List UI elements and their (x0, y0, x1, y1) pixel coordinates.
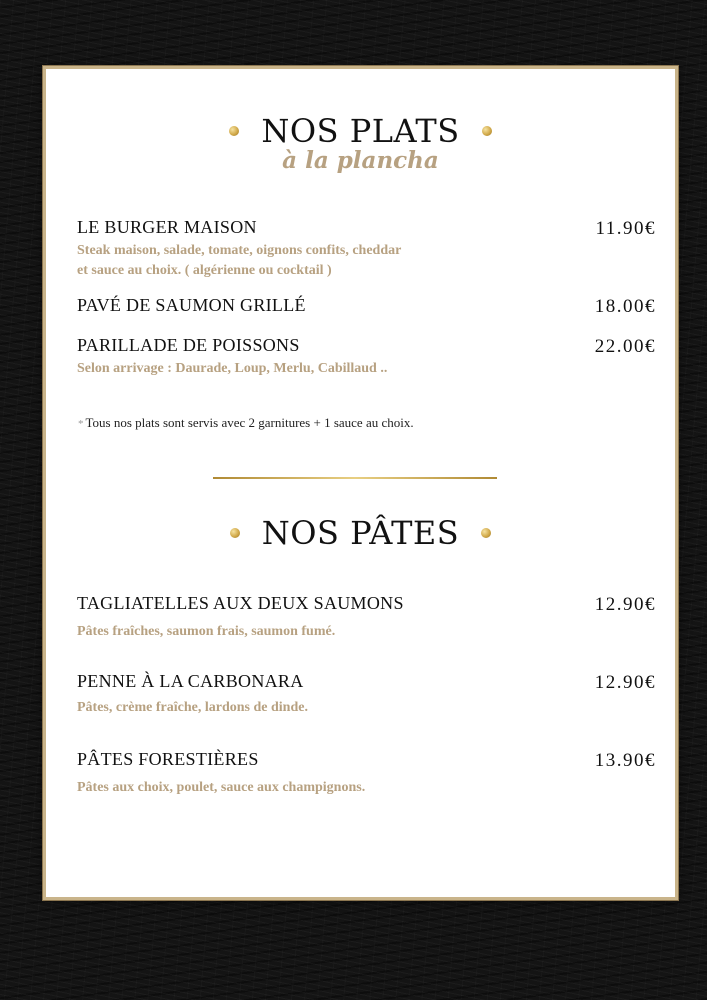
pates-header (46, 514, 675, 552)
item-price: 13.90€ (594, 750, 656, 771)
item-description-line: Selon arrivage : Daurade, Loup, Merlu, Cabillaud .. (77, 360, 388, 376)
menu-card (43, 66, 678, 900)
menu-item-forestieres (77, 750, 656, 798)
menu-item-tagliatelles (77, 594, 656, 642)
item-description (77, 359, 656, 379)
item-description (77, 698, 656, 718)
item-price: 11.90€ (595, 218, 656, 239)
menu-item-parillade (77, 336, 656, 379)
item-price: 18.00€ (594, 296, 656, 317)
item-name: TAGLIATELLES AUX DEUX SAUMONS (77, 593, 404, 613)
plancha-header (46, 112, 675, 150)
item-description-line: Pâtes aux choix, poulet, sauce aux champignons. (77, 779, 366, 795)
item-description-line: et sauce au choix. ( algérienne ou cocktail ) (77, 263, 332, 279)
item-name: PENNE À LA CARBONARA (77, 671, 304, 691)
gold-dot-icon (482, 126, 492, 136)
item-description (77, 778, 656, 798)
item-description (77, 241, 656, 282)
item-price: 22.00€ (594, 336, 656, 357)
pates-title: NOS PÂTES (261, 514, 460, 552)
item-price: 12.90€ (594, 672, 656, 693)
plancha-subtitle: à la plancha (282, 147, 439, 174)
item-description-line: Pâtes, crème fraîche, lardons de dinde. (77, 699, 308, 715)
item-name: PAVÉ DE SAUMON GRILLÉ (77, 295, 306, 315)
item-description-line: Steak maison, salade, tomate, oignons confits, cheddar (77, 242, 402, 258)
menu-item-burger (77, 218, 656, 281)
gold-dot-icon (229, 126, 239, 136)
item-description (77, 622, 656, 642)
plancha-title: NOS PLATS (261, 112, 460, 150)
item-name: PÂTES FORESTIÈRES (77, 749, 259, 769)
item-name: PARILLADE DE POISSONS (77, 335, 300, 355)
item-description-line: Pâtes fraîches, saumon frais, saumon fumé. (77, 623, 336, 639)
menu-item-saumon (77, 296, 656, 316)
item-name: LE BURGER MAISON (77, 217, 257, 237)
footnote-text: Tous nos plats sont servis avec 2 garnitures + 1 sauce au choix. (85, 415, 414, 430)
item-price: 12.90€ (594, 594, 656, 615)
gold-dot-icon (230, 528, 240, 538)
menu-item-penne (77, 672, 656, 718)
gold-dot-icon (481, 528, 491, 538)
asterisk-icon: * (78, 418, 84, 430)
footnote (78, 415, 414, 431)
section-divider (213, 477, 497, 479)
